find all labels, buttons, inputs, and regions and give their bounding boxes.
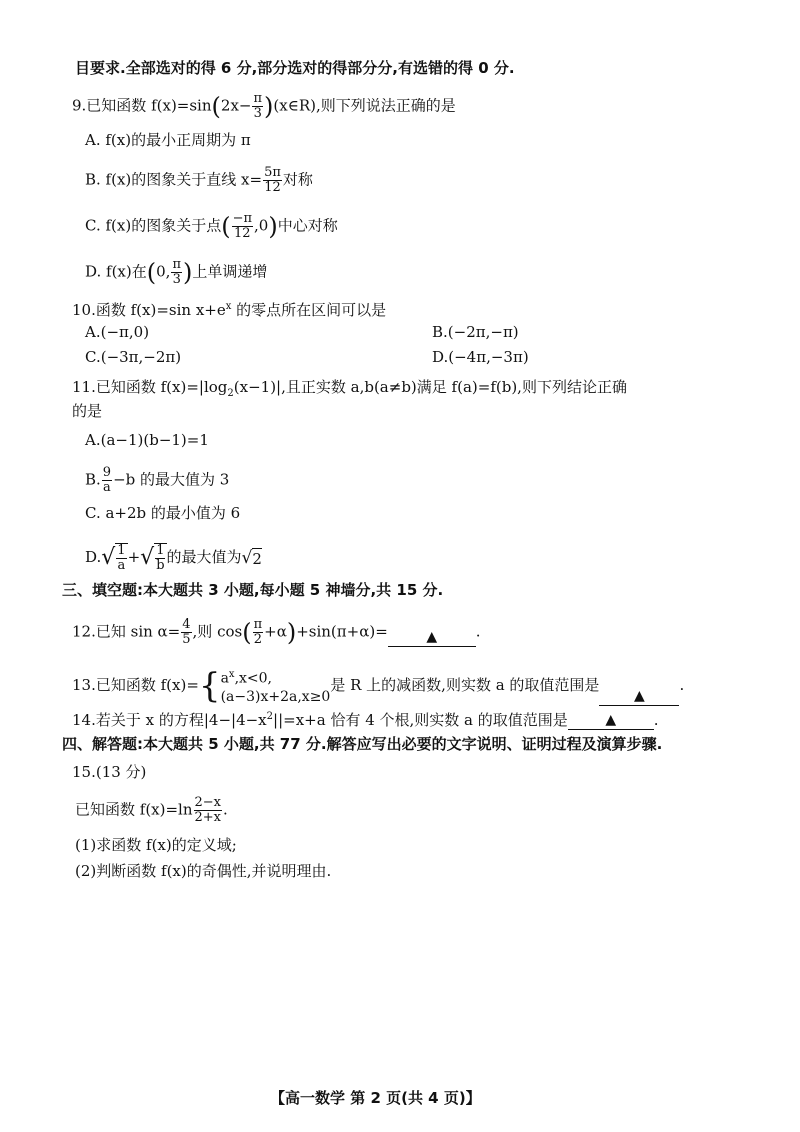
q15-part-2: (2)判断函数 f(x)的奇偶性,并说明理由.: [75, 862, 332, 880]
q9-option-d: D. f(x)在(0, $\frac{\pi}{3}$ )上单调递增: [85, 257, 268, 287]
question-11-stem-cont: 的是: [72, 402, 103, 420]
page-footer: 【高一数学 第 2 页(共 4 页)】: [270, 1089, 481, 1107]
q9-option-b: B. f(x)的图象关于直线 x= $\frac{5\pi}{12}$ 对称: [85, 165, 313, 195]
answer-mark-icon: ▲: [634, 687, 645, 704]
question-13: 13.已知函数 f(x)= { $a^x,x<0$, (a−3)x+2a,x≥0 是 R 上的减函数,则实数 a 的取值范围是▲.: [72, 665, 685, 706]
answer-mark-icon: ▲: [426, 629, 438, 645]
q10-option-a: A.(−π,0): [85, 323, 150, 341]
question-15-heading: 15.(13 分): [72, 763, 147, 781]
q9-option-a: A. f(x)的最小正周期为 π: [85, 131, 251, 149]
q9-option-c: C. f(x)的图象关于点( $\frac{-\pi}{12}$ ,0)中心对称: [85, 211, 338, 241]
q15-part-1: (1)求函数 f(x)的定义域;: [75, 836, 237, 854]
q9-stem-a: 9.已知函数 f(x)=sin: [72, 96, 212, 115]
q9-fraction: $\frac{\pi}{3}$: [253, 91, 263, 121]
q12-answer-blank[interactable]: [388, 627, 476, 647]
q10-option-b: B.(−2π,−π): [432, 323, 519, 341]
question-15-stem: 已知函数 f(x)=ln $\frac{2-x}{2+x}$ .: [75, 795, 228, 825]
answer-mark-icon: ▲: [605, 712, 617, 728]
q14-answer-blank[interactable]: [568, 710, 654, 730]
q10-option-c: C.(−3π,−2π): [85, 348, 182, 366]
question-14: 14.若关于 x 的方程$|4-|4-x^2||=x+a$ 恰有 4 个根,则实数 a 的取值范围是 ▲ .: [72, 711, 659, 729]
q11-option-d: D. √ $\frac{1}{a}$ + √ $\frac{1}{b}$ 的最大值为 √ 2: [85, 543, 262, 573]
question-12: 12.已知 sin α= $\frac{4}{5}$ ,则 cos( $\frac{\pi}{2}$ +α)+sin(π+α)= ▲ .: [72, 617, 481, 647]
q9-stem-b: 2x−: [220, 96, 252, 115]
q10-option-d: D.(−4π,−3π): [432, 348, 529, 366]
q11-option-b: B. $\frac{9}{a}$ −b 的最大值为 3: [85, 465, 230, 495]
q13-answer-blank[interactable]: [599, 686, 679, 706]
section-3-heading: 三、填空题:本大题共 3 小题,每小题 5 神墙分,共 15 分.: [62, 581, 444, 599]
question-11-stem: 11.已知函数 $f(x)=|\log_2(x-1)|$,且正实数 a,b(a≠b)满足 f(a)=f(b),则下列结论正确: [72, 378, 627, 399]
q11-option-c: C. a+2b 的最小值为 6: [85, 504, 241, 522]
q9-stem-c: (x∈R),则下列说法正确的是: [273, 96, 456, 115]
q11-option-a: A.(a−1)(b−1)=1: [85, 431, 209, 449]
section-4-heading: 四、解答题:本大题共 5 小题,共 77 分.解答应写出必要的文字说明、证明过程及演算步骤.: [62, 735, 663, 753]
question-10-stem: 10.函数 f(x)=sin $x+e^x$ 的零点所在区间可以是: [72, 301, 387, 319]
question-9-stem: 9.已知函数 f(x)=sin(2x− $\frac{\pi}{3}$ )(x∈R),则下列说法正确的是: [72, 91, 456, 121]
instructions-line: 目要求.全部选对的得 6 分,部分选对的得部分分,有选错的得 0 分.: [75, 59, 515, 77]
